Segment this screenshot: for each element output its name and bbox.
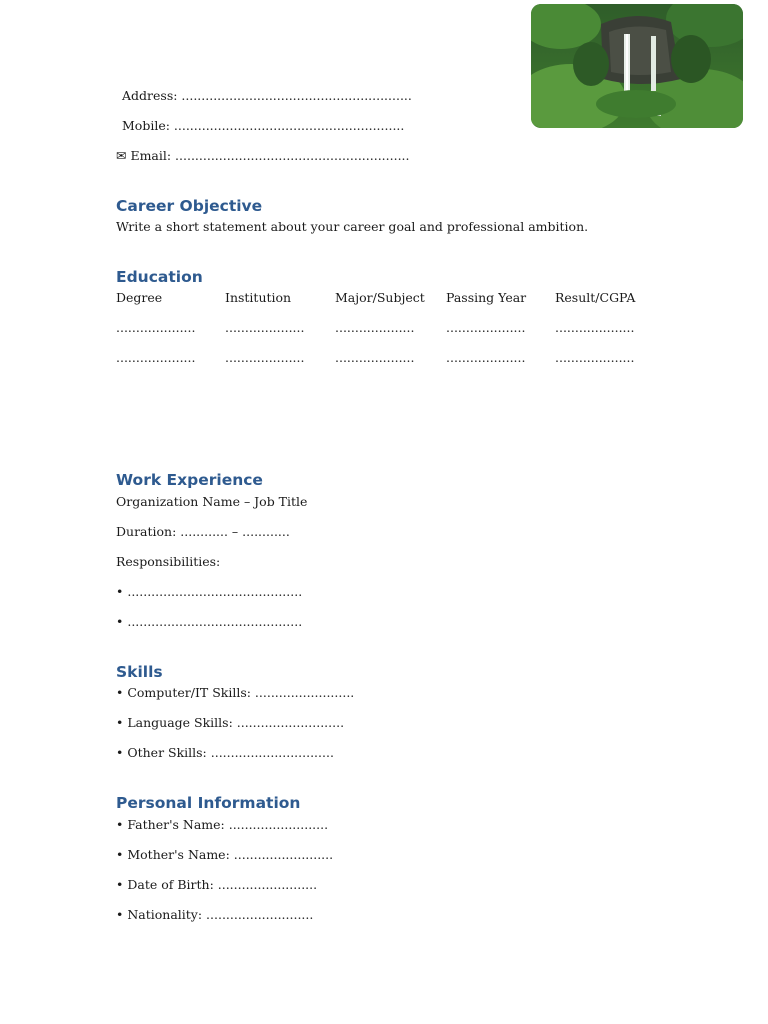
education-col-degree: Degree [116, 290, 163, 305]
skills-heading: Skills [116, 663, 163, 681]
work-org-line: Organization Name – Job Title [116, 494, 308, 509]
list-item: • Other Skills: ............................... [116, 745, 334, 760]
table-cell: .................... [335, 320, 415, 335]
work-experience-heading: Work Experience [116, 471, 263, 489]
list-item: • Date of Birth: ......................... [116, 877, 318, 892]
table-cell: .................... [446, 320, 526, 335]
table-cell: .................... [116, 350, 196, 365]
table-cell: .................... [335, 350, 415, 365]
address-line: Address: .......................................................... [122, 88, 412, 103]
table-cell: .................... [116, 320, 196, 335]
education-col-major: Major/Subject [335, 290, 425, 305]
career-objective-heading: Career Objective [116, 197, 263, 215]
work-responsibilities-label: Responsibilities: [116, 554, 221, 569]
table-cell: .................... [225, 350, 305, 365]
mobile-line: Mobile: .......................................................... [122, 118, 405, 133]
email-line: ✉ Email: ........................................................... [116, 148, 410, 163]
list-item: • Nationality: ........................... [116, 907, 314, 922]
table-cell: .................... [225, 320, 305, 335]
education-col-result: Result/CGPA [555, 290, 636, 305]
list-item: • Father's Name: ......................... [116, 817, 329, 832]
table-cell: .................... [555, 350, 635, 365]
waterfall-photo-icon [531, 4, 743, 128]
work-duration-line: Duration: ............ – ............ [116, 524, 290, 539]
education-col-institution: Institution [225, 290, 292, 305]
list-item: • Mother's Name: ......................... [116, 847, 334, 862]
personal-info-heading: Personal Information [116, 794, 301, 812]
list-item: • Computer/IT Skills: ......................... [116, 685, 355, 700]
profile-photo [531, 4, 743, 128]
education-col-passing-year: Passing Year [446, 290, 527, 305]
education-heading: Education [116, 268, 203, 286]
list-item: • ............................................ [116, 584, 303, 599]
table-cell: .................... [555, 320, 635, 335]
career-objective-text: Write a short statement about your career goal and professional ambition. [116, 219, 589, 234]
list-item: • Language Skills: ........................... [116, 715, 345, 730]
list-item: • ............................................ [116, 614, 303, 629]
table-cell: .................... [446, 350, 526, 365]
